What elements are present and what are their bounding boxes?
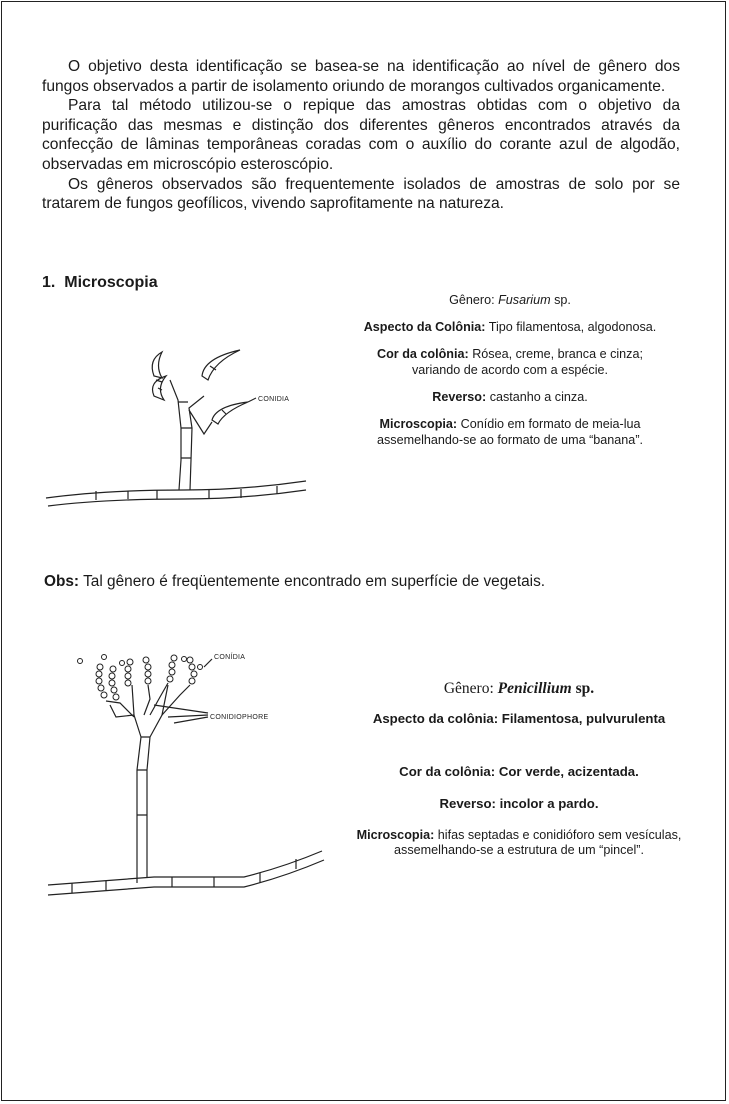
penicillium-reverse: Reverso: incolor a pardo. <box>439 796 599 811</box>
intro-paragraph-1: O objetivo desta identificação se basea-se na identificação ao nível de gênero dos fungos observados a partir de isolamento oriundo de morangos cultivados organicamente. <box>42 58 680 95</box>
fusarium-micro-label: Microscopia: <box>379 417 458 431</box>
penicillium-microscopy <box>330 828 708 858</box>
penicillium-figure <box>44 645 344 905</box>
penicillium-micro-value-1: hifas septadas e conidióforo sem vesículas, <box>437 828 682 842</box>
penicillium-genus-name: Penicillium <box>497 680 572 697</box>
fusarium-conidia-label: CONIDIA <box>258 396 290 403</box>
penicillium-conidia-label: CONÍDIA <box>214 654 246 661</box>
observation-label: Obs: <box>44 573 80 590</box>
penicillium-aspect: Aspecto da colônia: Filamentosa, pulvurulenta <box>372 711 666 726</box>
fusarium-figure <box>44 340 314 520</box>
fusarium-reverse-value: castanho a cinza. <box>489 390 588 404</box>
fusarium-reverse-label: Reverso: <box>432 390 487 404</box>
fusarium-genus-suffix: sp. <box>554 293 571 307</box>
penicillium-conidiophore-label: CONIDIOPHORE <box>210 714 269 721</box>
fusarium-color <box>330 346 690 378</box>
intro-paragraph-2: Para tal método utilizou-se o repique das amostras obtidas com o objetivo da purificação das mesmas e distinção dos diferentes gêneros encontrados através da confecção de lâminas temporâneas coradas com o auxílio do corante azul de algodão, observadas em microscópio esteroscópio. <box>42 97 680 173</box>
fusarium-color-value-1: Rósea, creme, branca e cinza; <box>472 347 643 361</box>
intro-paragraph-3: Os gêneros observados são frequentemente isolados de amostras de solo por se tratarem de fungos geofílicos, vivendo saprofitamente na natureza. <box>42 175 680 213</box>
penicillium-info <box>330 680 708 858</box>
fusarium-aspect-label: Aspecto da Colônia: <box>363 320 486 334</box>
fusarium-genus-label: Gênero: <box>449 293 495 307</box>
penicillium-micro-value-2: assemelhando-se a estrutura de um “pincel”. <box>394 843 644 857</box>
fusarium-genus <box>330 292 690 308</box>
fusarium-aspect <box>330 319 690 335</box>
fusarium-microscopy <box>330 416 690 448</box>
fusarium-micro-value-2: assemelhando-se ao formato de uma “banana”. <box>376 433 644 447</box>
penicillium-genus <box>330 680 708 698</box>
fusarium-genus-name: Fusarium <box>498 293 551 307</box>
penicillium-color: Cor da colônia: Cor verde, acizentada. <box>399 764 639 779</box>
penicillium-micro-label: Microscopia: <box>356 828 435 842</box>
section-number: 1. <box>42 274 56 291</box>
section-title: Microscopia <box>64 274 158 291</box>
fusarium-info <box>330 292 690 459</box>
fusarium-color-label: Cor da colônia: <box>377 347 469 361</box>
fusarium-micro-value-1: Conídio em formato de meia-lua <box>460 417 641 431</box>
penicillium-genus-label: Gênero: <box>443 680 494 697</box>
fusarium-reverse <box>330 389 690 405</box>
fusarium-color-value-2: variando de acordo com a espécie. <box>411 363 609 377</box>
observation-note <box>44 573 545 591</box>
fusarium-aspect-value: Tipo filamentosa, algodonosa. <box>488 320 657 334</box>
intro-text <box>42 57 680 214</box>
section-heading <box>42 274 158 292</box>
observation-text: Tal gênero é freqüentemente encontrado em superfície de vegetais. <box>83 573 546 590</box>
penicillium-genus-suffix: sp. <box>575 680 595 697</box>
